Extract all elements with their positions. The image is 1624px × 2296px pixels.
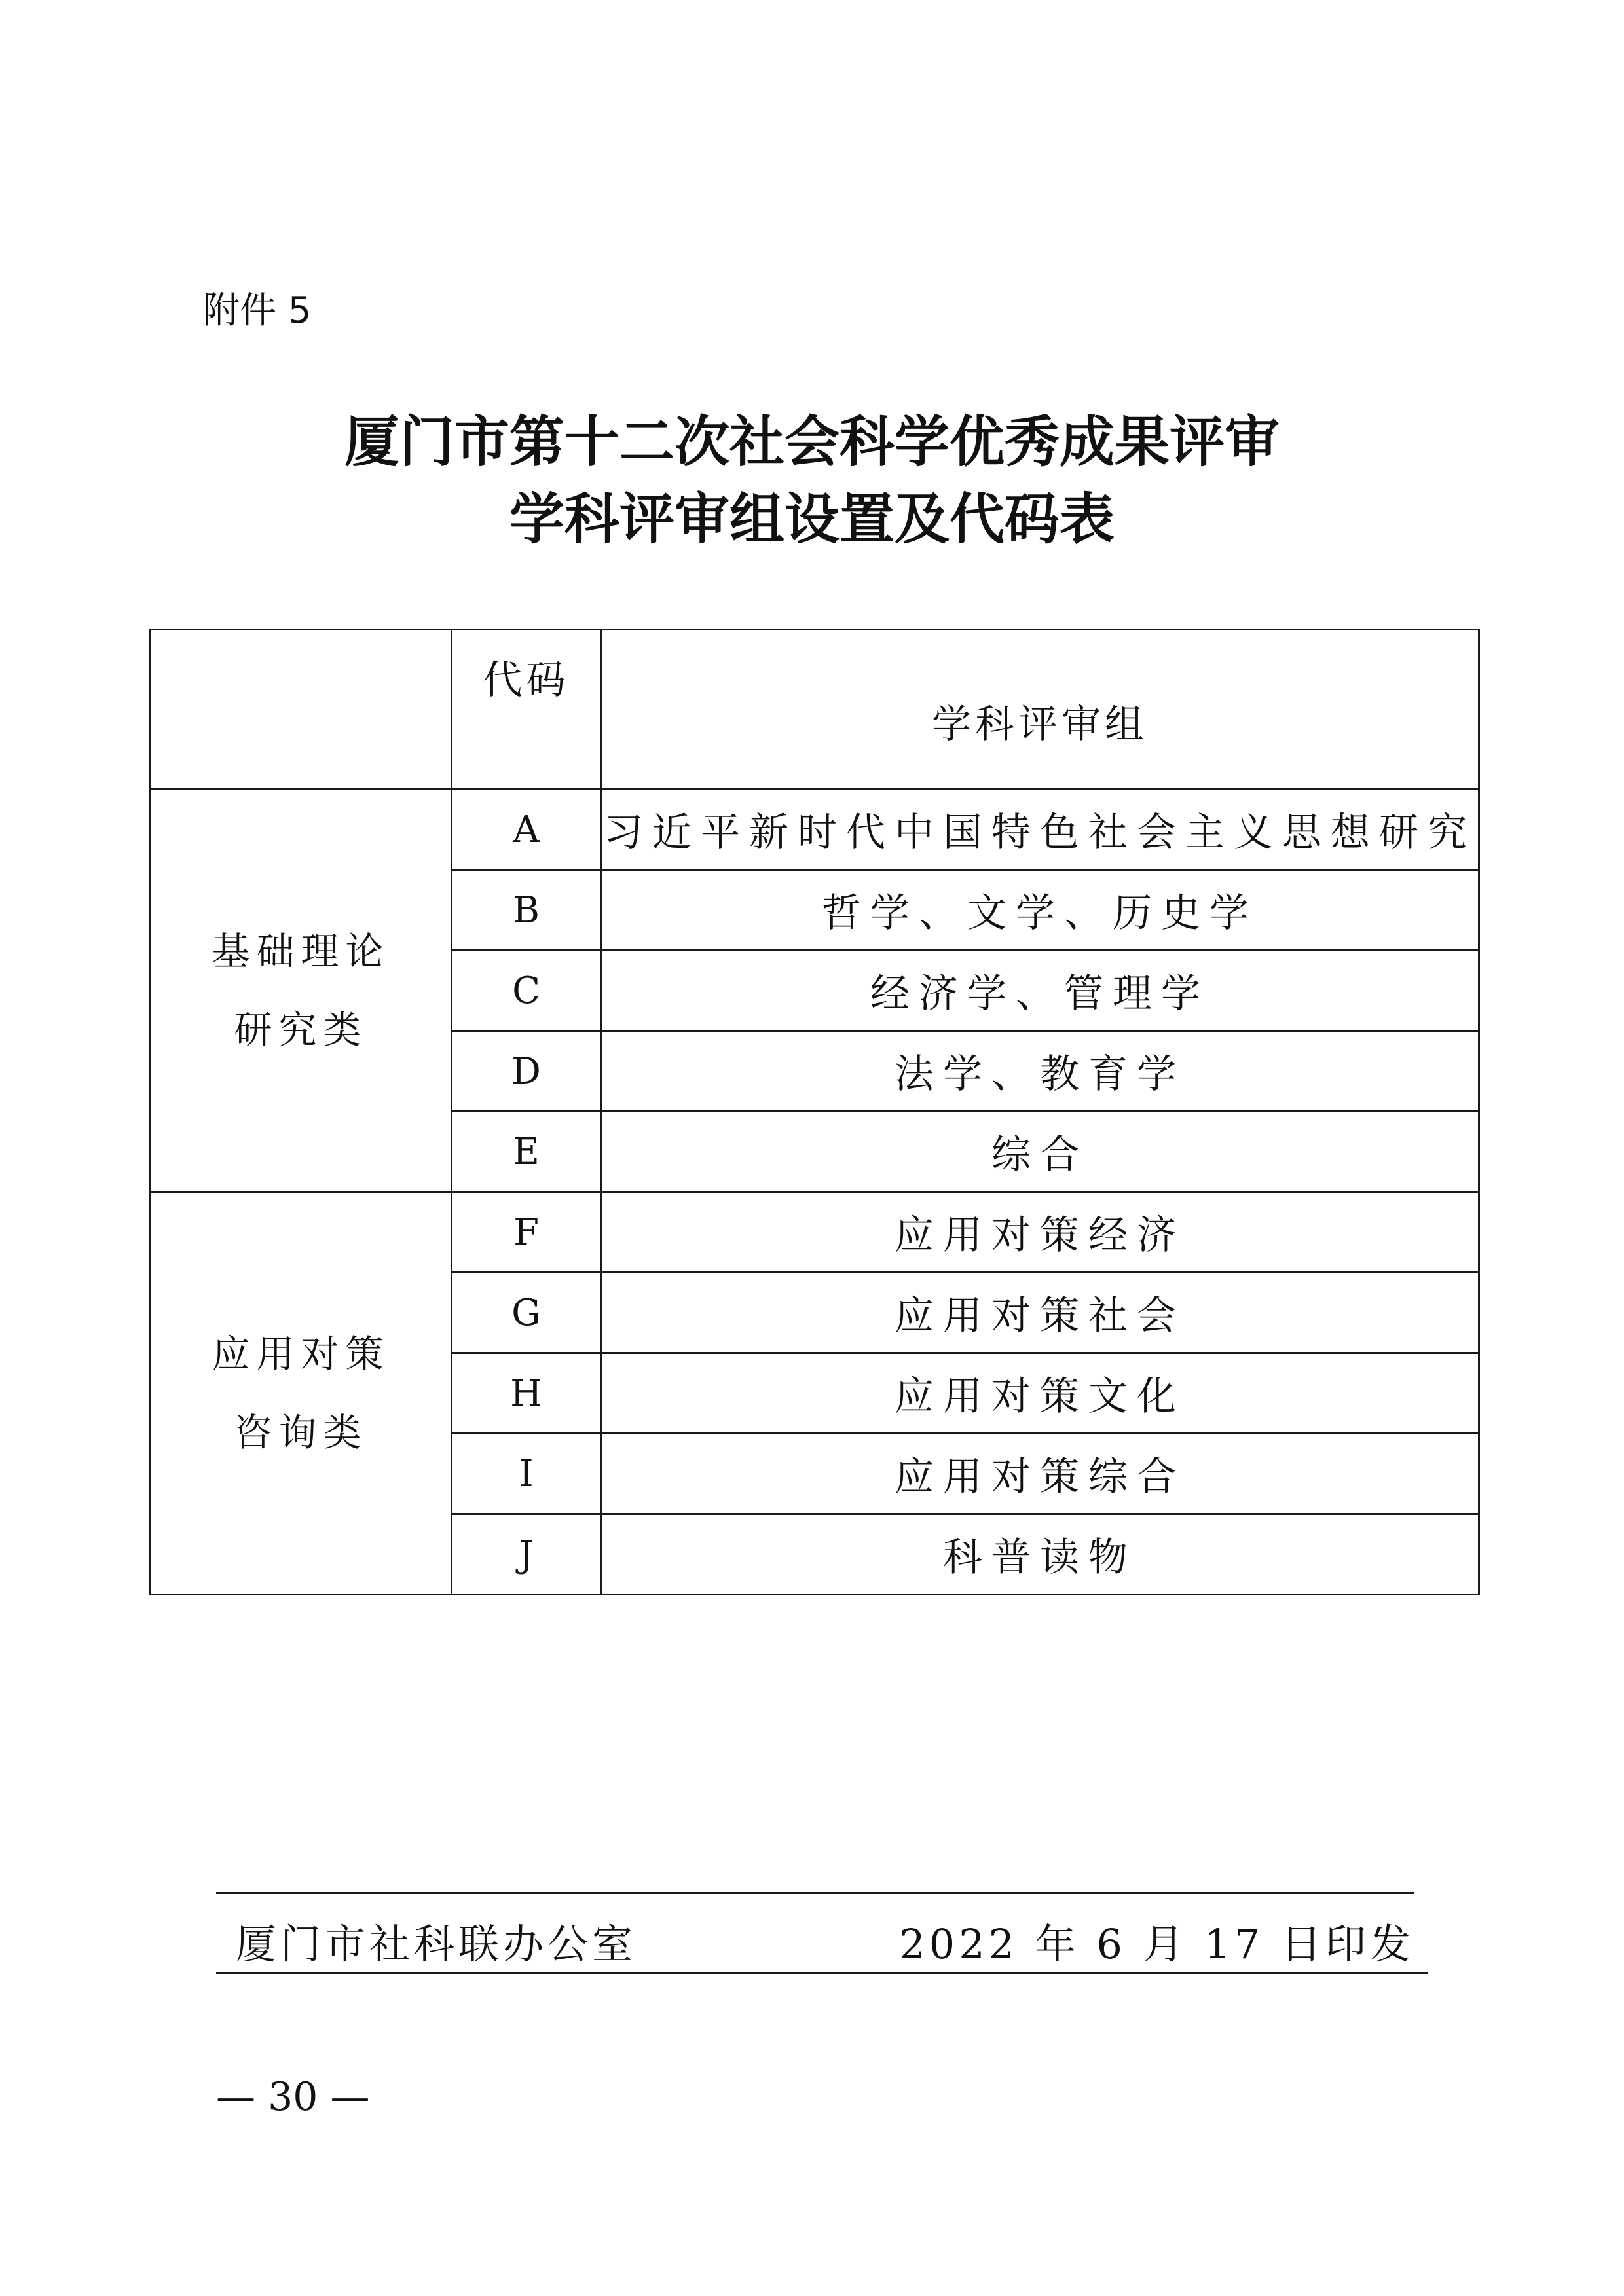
row-code: I [452, 1434, 601, 1514]
row-code: F [452, 1192, 601, 1273]
header-review-group: 学科评审组 [601, 630, 1479, 790]
page-number: — 30 — [216, 2074, 370, 2120]
row-subject: 法学、教育学 [601, 1031, 1479, 1112]
row-code: B [452, 870, 601, 951]
footer-divider-bottom [216, 1972, 1428, 1974]
row-code: G [452, 1273, 601, 1353]
row-subject: 习近平新时代中国特色社会主义思想研究 [601, 790, 1479, 870]
footer-issue-date: 2022 年 6 月 17 日印发 [899, 1920, 1414, 1968]
footer-divider-top [216, 1892, 1414, 1894]
footer-issuer: 厦门市社科联办公室 [236, 1920, 637, 1968]
row-code: C [452, 951, 601, 1031]
category-name-line-2: 研究类 [234, 1008, 368, 1052]
row-subject: 应用对策社会 [601, 1273, 1479, 1353]
table-row [151, 1192, 1479, 1273]
row-code: A [452, 790, 601, 870]
row-subject: 应用对策综合 [601, 1434, 1479, 1514]
header-category [151, 630, 452, 790]
row-subject: 哲学、文学、历史学 [601, 870, 1479, 951]
table-header-row [151, 630, 1479, 790]
category-name-line-2: 咨询类 [234, 1410, 368, 1455]
header-code: 代码 [452, 630, 601, 790]
attachment-label: 附件 5 [203, 289, 312, 332]
category-basic-theory [151, 790, 452, 1192]
row-code: D [452, 1031, 601, 1112]
discipline-code-table [149, 629, 1480, 1595]
row-subject: 科普读物 [601, 1514, 1479, 1595]
category-name-line-1: 基础理论 [212, 929, 390, 974]
row-code: J [452, 1514, 601, 1595]
category-name-line-1: 应用对策 [212, 1332, 390, 1376]
row-subject: 经济学、管理学 [601, 951, 1479, 1031]
document-title-line-1: 厦门市第十二次社会科学优秀成果评审 [344, 409, 1280, 474]
row-code: H [452, 1353, 601, 1434]
row-subject: 综合 [601, 1112, 1479, 1192]
row-code: E [452, 1112, 601, 1192]
document-title-line-2: 学科评审组设置及代码表 [509, 486, 1115, 551]
category-applied-policy [151, 1192, 452, 1595]
row-subject: 应用对策经济 [601, 1192, 1479, 1273]
table-row [151, 790, 1479, 870]
row-subject: 应用对策文化 [601, 1353, 1479, 1434]
